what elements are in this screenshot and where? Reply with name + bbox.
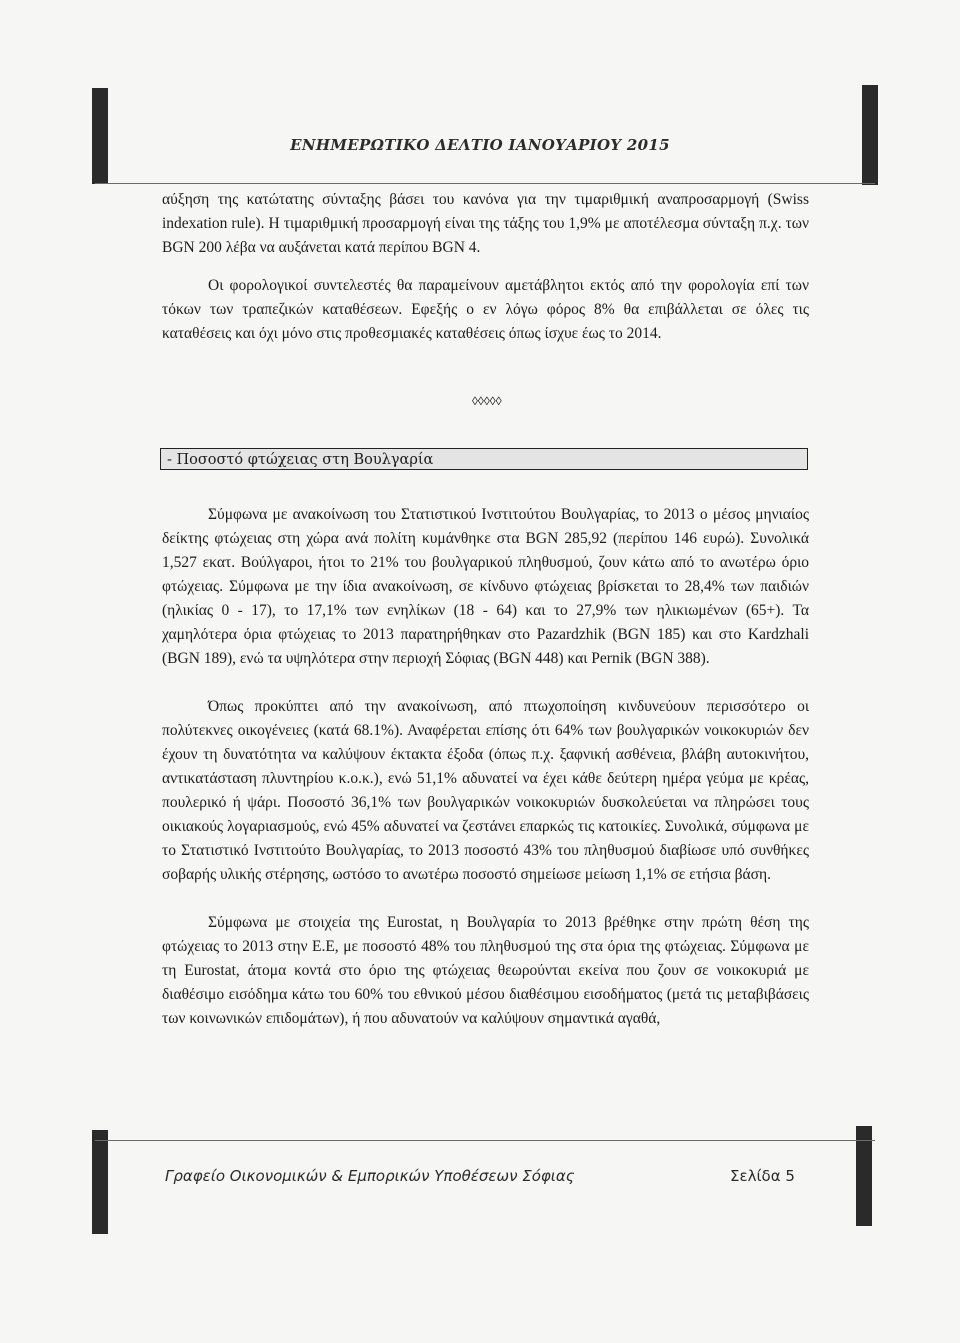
section-title: - Ποσοστό φτώχειας στη Βουλγαρία	[160, 448, 808, 470]
section-paragraph-2: Όπως προκύπτει από την ανακοίνωση, από πτωχοποίηση κινδυνεύουν περισσότερο οι πολύτεκνες οικογένειες (κατά 68.1%). Αναφέρεται επίσης ότι 64% των βουλγαρικών νοικοκυριών δεν έχουν τη δυνατότητα να καλύψουν έκτακτα έξοδα (όπως π.χ. ξαφνική ασθένεια, βλάβη αυτοκινήτου, αντικατάσταση πλυντηρίου κ.ο.κ.), ενώ 51,1% αδυνατεί να έχει κάθε δεύτερη ημέρα γεύμα με κρέας, πουλερικό ή ψάρι. Ποσοστό 36,1% των βουλγαρικών νοικοκυριών δυσκολεύεται να πληρώσει τους οικιακούς λογαριασμούς, ενώ 45% αδυνατεί να ζεστάνει επαρκώς τις κατοικίες. Συνολικά, σύμφωνα με το Στατιστικό Ινστιτούτο Βουλγαρίας, το 2013 ποσοστό 43% του πληθυσμού διαβίωσε υπό συνθήκες σοβαρής υλικής στέρησης, ωστόσο το ανωτέρω ποσοστό σημείωσε μείωση 1,1% σε ετήσια βάση.	[162, 698, 809, 883]
section-paragraph-3: Σύμφωνα με στοιχεία της Eurostat, η Βουλγαρία το 2013 βρέθηκε στην πρώτη θέση της φτώχειας το 2013 στην Ε.Ε, με ποσοστό 48% του πληθυσμού της στα όρια της φτώχειας. Σύμφωνα με τη Eurostat, άτομα κοντά στο όριο της φτώχειας θεωρούνται εκείνα που ζουν σε νοικοκυριά με διαθέσιμο εισόδημα κάτω του 60% του εθνικού μέσου διαθέσιμου εισοδήματος (μετά τις μεταβιβάσεις των κοινωνικών επιδομάτων), ή που αδυνατούν να καλύψουν σημαντικά αγαθά,	[162, 914, 809, 1027]
binder-bar-bottom-left	[92, 1130, 108, 1234]
binder-bar-top-right	[862, 85, 878, 185]
header-rule	[95, 183, 875, 184]
footer-page-number: Σελίδα 5	[730, 1167, 795, 1185]
intro-block	[162, 188, 809, 346]
footer-office: Γραφείο Οικονομικών & Εμπορικών Υποθέσεων Σόφιας	[165, 1167, 575, 1185]
section-paragraph-1: Σύμφωνα με ανακοίνωση του Στατιστικού Ινστιτούτου Βουλγαρίας, το 2013 ο μέσος μηνιαίος δείκτης φτώχειας στη χώρα ανά πολίτη κυμάνθηκε στα BGN 285,92 (περίπου 146 ευρώ). Συνολικά 1,527 εκατ. Βούλγαροι, ήτοι το 21% του βουλγαρικού πληθυσμού, ζουν κάτω από το ανωτέρω όριο φτώχειας. Σύμφωνα με την ίδια ανακοίνωση, σε κίνδυνο φτώχειας βρίσκεται το 28,4% των παιδιών (ηλικίας 0 - 17), το 17,1% των ενηλίκων (18 - 64) και το 27,9% των ηλικιωμένων (65+). Τα χαμηλότερα όρια φτώχειας το 2013 παρατηρήθηκαν στο Pazardzhik (BGN 185) και στο Kardzhali (BGN 189), ενώ τα υψηλότερα στην περιοχή Σόφιας (BGN 448) και Pernik (BGN 388).	[162, 506, 809, 667]
intro-paragraph-1: αύξηση της κατώτατης σύνταξης βάσει του κανόνα για την τιμαριθμική αναπροσαρμογή (Swiss indexation rule). Η τιμαριθμική προσαρμογή είναι της τάξης του 1,9% με αποτέλεσμα σύνταξη π.χ. των BGN 200 λέβα να αυξάνεται κατά περίπου BGN 4.	[162, 191, 809, 256]
section-body	[162, 503, 809, 1031]
binder-bar-bottom-right	[856, 1126, 872, 1226]
intro-paragraph-2: Οι φορολογικοί συντελεστές θα παραμείνουν αμετάβλητοι εκτός από την φορολογία επί των τόκων των τραπεζικών καταθέσεων. Εφεξής ο εν λόγω φόρος 8% θα επιβάλλεται σε όλες τις καταθέσεις και όχι μόνο στις προθεσμιακές καταθέσεις όπως ίσχυε έως το 2014.	[162, 277, 809, 342]
footer-rule	[95, 1140, 875, 1141]
header-title: ΕΝΗΜΕΡΩΤΙΚΟ ΔΕΛΤΙΟ ΙΑΝΟΥΑΡΙΟΥ 2015	[290, 136, 670, 154]
section-separator: ◊◊◊◊◊	[472, 394, 502, 408]
